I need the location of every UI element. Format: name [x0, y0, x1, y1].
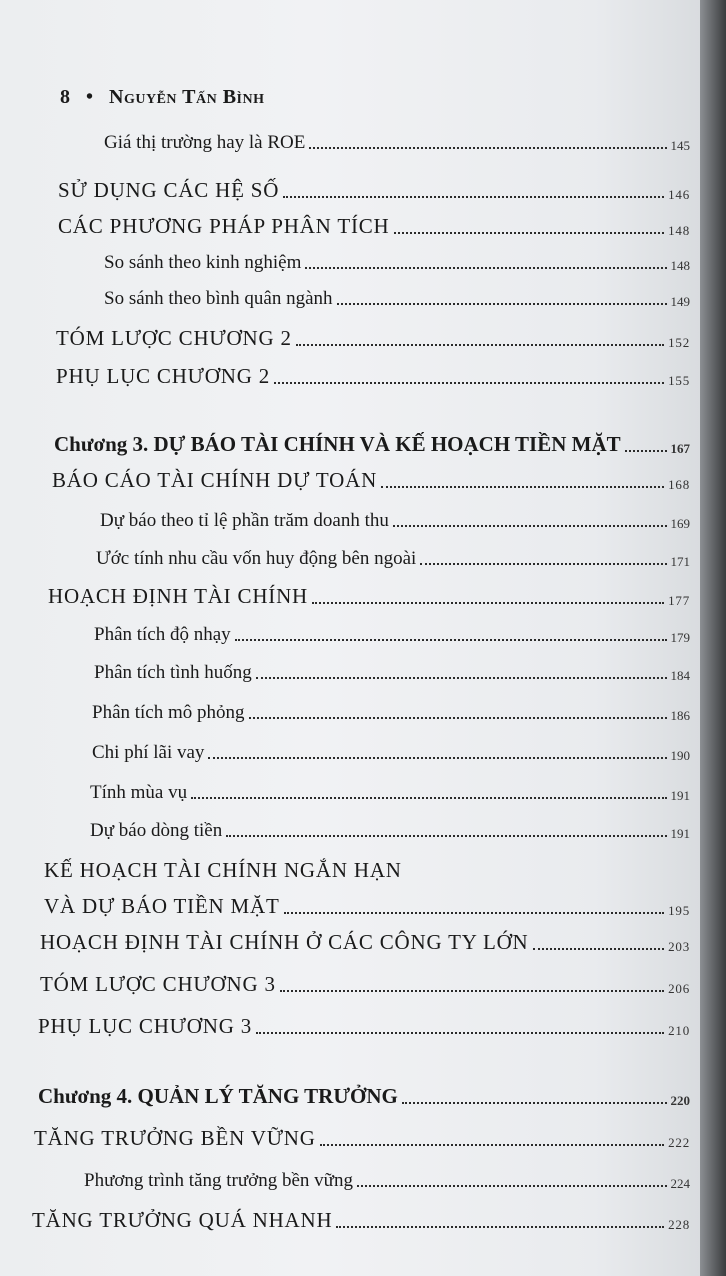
- toc-entry-page: 169: [670, 516, 690, 531]
- toc-entry-label: Giá thị trường hay là ROE: [104, 132, 306, 153]
- chapter-heading: [38, 1084, 690, 1109]
- dot-leader: [394, 232, 665, 234]
- toc-entry-label: Phân tích mô phỏng: [92, 702, 245, 723]
- toc-entry-page: 149: [670, 294, 690, 309]
- toc-entry-page: 171: [670, 554, 690, 569]
- toc-entry-page: 191: [670, 826, 690, 841]
- toc-entry-label: PHỤ LỤC CHƯƠNG 3: [38, 1014, 253, 1038]
- toc-entry-label: Chương 4. QUẢN LÝ TĂNG TRƯỞNG: [38, 1084, 398, 1108]
- toc-entry: [94, 662, 690, 684]
- toc-entry: [56, 364, 690, 389]
- dot-leader: [249, 717, 667, 719]
- dot-leader: [280, 990, 664, 992]
- dot-leader: [393, 525, 667, 527]
- toc-entry-label: TĂNG TRƯỞNG QUÁ NHANH: [32, 1208, 333, 1232]
- toc-entry-page: 168: [668, 477, 690, 492]
- toc-entry: [94, 624, 690, 646]
- dot-leader: [284, 912, 664, 914]
- dot-leader: [226, 835, 666, 837]
- toc-entry: [92, 742, 690, 764]
- dot-leader: [191, 797, 666, 799]
- toc-entry-label: CÁC PHƯƠNG PHÁP PHÂN TÍCH: [58, 214, 390, 238]
- dot-leader: [420, 563, 666, 565]
- toc-entry: [48, 584, 690, 609]
- toc-entry: [104, 288, 690, 310]
- dot-leader: [625, 450, 667, 452]
- dot-leader: [256, 677, 667, 679]
- toc-entry-label: BÁO CÁO TÀI CHÍNH DỰ TOÁN: [52, 468, 378, 492]
- toc-entry: [40, 972, 690, 997]
- toc-entry-label: KẾ HOẠCH TÀI CHÍNH NGẮN HẠN: [44, 858, 402, 882]
- dot-leader: [336, 1226, 664, 1228]
- toc-entry-page: 177: [668, 593, 690, 608]
- toc-entry-page: 148: [670, 258, 690, 273]
- toc-entry-page: 179: [670, 630, 690, 645]
- toc-entry: [58, 178, 690, 203]
- toc-entry-page: 184: [670, 668, 690, 683]
- toc-entry-label: Chi phí lãi vay: [92, 742, 205, 763]
- toc-entry-page: 222: [668, 1135, 690, 1150]
- page-edge-shadow: [700, 0, 726, 1276]
- toc-entry-page: 148: [668, 223, 690, 238]
- toc-entry: [90, 782, 690, 804]
- toc-entry: [52, 468, 690, 493]
- toc-entry-page: 210: [668, 1023, 690, 1038]
- toc-entry-page: 190: [670, 748, 690, 763]
- dot-leader: [381, 486, 664, 488]
- toc-entry-page: 186: [670, 708, 690, 723]
- toc-entry: [104, 132, 690, 154]
- toc-entry: [56, 326, 690, 351]
- toc-entry-label: HOẠCH ĐỊNH TÀI CHÍNH: [48, 584, 309, 608]
- toc-entry-label: Phương trình tăng trưởng bền vững: [84, 1170, 353, 1191]
- toc-entry: [44, 894, 690, 919]
- toc-entry-page: 206: [668, 981, 690, 996]
- dot-leader: [312, 602, 664, 604]
- toc-entry-page: 191: [670, 788, 690, 803]
- toc-entry-page: 224: [670, 1176, 690, 1191]
- dot-leader: [357, 1185, 667, 1187]
- toc-entry: [32, 1208, 690, 1233]
- dot-leader: [305, 267, 666, 269]
- toc-entry: [44, 858, 690, 883]
- toc-entry: [96, 548, 690, 570]
- toc-entry: [90, 820, 690, 842]
- toc-entry-page: 145: [670, 138, 690, 153]
- toc-entry-page: 167: [670, 441, 690, 456]
- page-number: 8: [60, 86, 71, 108]
- toc-entry-label: HOẠCH ĐỊNH TÀI CHÍNH Ở CÁC CÔNG TY LỚN: [40, 930, 529, 954]
- toc-entry-page: 152: [668, 335, 690, 350]
- toc-entry: [40, 930, 690, 955]
- toc-entry: [58, 214, 690, 239]
- dot-leader: [402, 1102, 667, 1104]
- toc-entry-page: 220: [670, 1093, 690, 1108]
- toc-entry-label: So sánh theo bình quân ngành: [104, 288, 333, 309]
- toc-entry-label: Ước tính nhu cầu vốn huy động bên ngoài: [96, 548, 417, 569]
- toc-entry-page: 195: [668, 903, 690, 918]
- dot-leader: [533, 948, 665, 950]
- dot-leader: [256, 1032, 664, 1034]
- toc-entry-label: TÓM LƯỢC CHƯƠNG 2: [56, 326, 292, 350]
- toc-entry: [100, 510, 690, 532]
- toc-entry: [92, 702, 690, 724]
- toc-entry-label: TĂNG TRƯỞNG BỀN VỮNG: [34, 1126, 316, 1150]
- dot-leader: [274, 382, 664, 384]
- toc-entry-page: 228: [668, 1217, 690, 1232]
- toc-entry-page: 146: [668, 187, 690, 202]
- toc-entry-label: So sánh theo kinh nghiệm: [104, 252, 302, 273]
- toc-entry-label: SỬ DỤNG CÁC HỆ SỐ: [58, 178, 280, 202]
- toc-entry: [34, 1126, 690, 1151]
- toc-entry-page: 203: [668, 939, 690, 954]
- dot-leader: [337, 303, 667, 305]
- toc-entry-label: VÀ DỰ BÁO TIỀN MẶT: [44, 894, 280, 918]
- toc-entry-label: Phân tích tình huống: [94, 662, 252, 683]
- header-separator: •: [86, 86, 94, 108]
- toc-entry: [38, 1014, 690, 1039]
- dot-leader: [208, 757, 666, 759]
- toc-entry-page: 155: [668, 373, 690, 388]
- toc-entry-label: TÓM LƯỢC CHƯƠNG 3: [40, 972, 276, 996]
- dot-leader: [283, 196, 664, 198]
- toc-entry-label: Dự báo dòng tiền: [90, 820, 223, 841]
- toc-entry-label: PHỤ LỤC CHƯƠNG 2: [56, 364, 271, 388]
- dot-leader: [309, 147, 666, 149]
- toc-entry-label: Chương 3. DỰ BÁO TÀI CHÍNH VÀ KẾ HOẠCH TIỀN MẶT: [54, 432, 621, 456]
- toc-entry: [104, 252, 690, 274]
- dot-leader: [235, 639, 667, 641]
- toc-entry: [84, 1170, 690, 1192]
- dot-leader: [320, 1144, 664, 1146]
- chapter-heading: [54, 432, 690, 457]
- toc-entry-label: Dự báo theo tỉ lệ phần trăm doanh thu: [100, 510, 389, 531]
- author-name: Nguyễn Tấn Bình: [109, 86, 265, 108]
- toc-entry-label: Phân tích độ nhạy: [94, 624, 231, 645]
- toc-entry-label: Tính mùa vụ: [90, 782, 188, 803]
- dot-leader: [296, 344, 664, 346]
